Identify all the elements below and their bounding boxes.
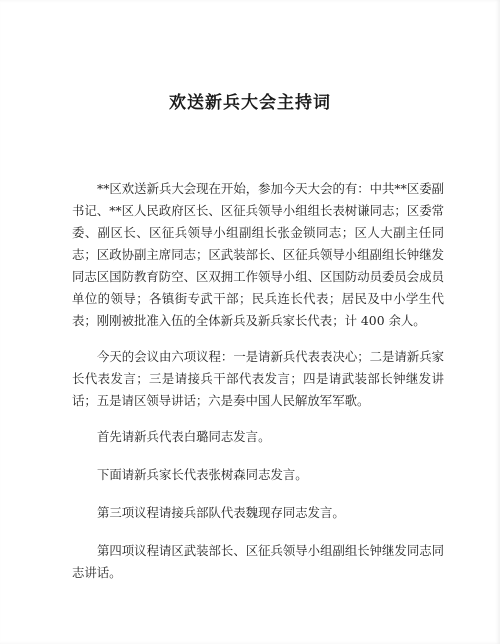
- paragraph-minister-speech: 第四项议程请区武装部长、区征兵领导小组副组长钟继发同志同志讲话。: [72, 543, 444, 580]
- paragraph-parent-speech: 下面请新兵家长代表张树森同志发言。: [97, 467, 308, 482]
- paragraph-troop-speech: 第三项议程请接兵部队代表魏现存同志发言。: [97, 505, 345, 520]
- document-body: [72, 178, 444, 584]
- paragraph-agenda: 今天的会议由六项议程：一是请新兵代表表决心；二是请新兵家长代表发言；三是请接兵干部代表发言；四是请武装部长钟继发讲话；五是请区领导讲话；六是奏中国人民解放军军歌。: [72, 349, 444, 408]
- paragraph-recruit-speech: 首先请新兵代表白璐同志发言。: [97, 429, 271, 444]
- document-title: 欢送新兵大会主持词: [169, 93, 331, 113]
- paragraph-attendees: **区欢送新兵大会现在开始，参加今天大会的有：中共**区委副书记、**区人民政府区长、区征兵领导小组组长表树谦同志；区委常委、副区长、区征兵领导小组副组长张金锁同志；区人大副主任同志；区政协副主席同志；区武装部长、区征兵领导小组副组长钟继发同志区国防教育防空、区双拥工作领导小组、区国防动员委员会成员单位的领导；各镇街专武干部；民兵连长代表；居民及中小学生代表；刚刚被批准入伍的全体新兵及新兵家长代表；计 400 余人。: [72, 181, 444, 328]
